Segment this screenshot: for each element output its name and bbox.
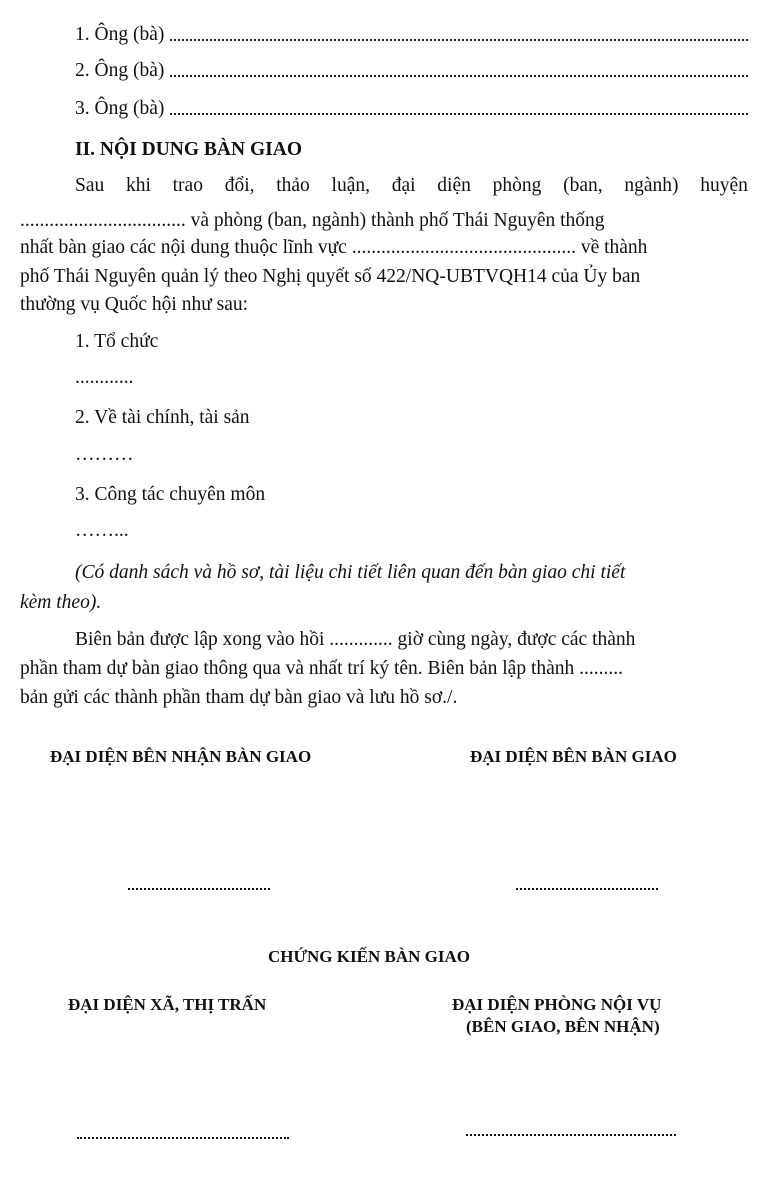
dotted-fill-line (170, 112, 748, 115)
intro-word: luận, (331, 175, 370, 196)
intro-word: Sau (75, 175, 105, 196)
intro-word: đại (391, 175, 416, 196)
closing-line-1: Biên bản được lập xong vào hồi ............. giờ cùng ngày, được các thành (75, 629, 636, 650)
home-affairs-signature-title: ĐẠI DIỆN PHÒNG NỘI VỤ (452, 995, 662, 1014)
closing-line-2: phần tham dự bàn giao thông qua và nhất trí ký tên. Biên bản lập thành ......... (20, 658, 624, 679)
participant-row-1 (75, 24, 748, 46)
note-line-2: kèm theo). (20, 592, 102, 613)
giver-signature-line (516, 888, 658, 890)
participant-row-2 (75, 60, 748, 82)
dotted-fill-line (170, 38, 748, 41)
intro-word: (ban, (563, 175, 603, 196)
section-heading: II. NỘI DUNG BÀN GIAO (75, 139, 302, 160)
intro-word: khi (125, 175, 151, 196)
participant-label: 1. Ông (bà) (75, 24, 165, 45)
commune-signature-title: ĐẠI DIỆN XÃ, THỊ TRẤN (68, 995, 267, 1014)
intro-word: diện (437, 175, 471, 196)
intro-word: trao (172, 175, 203, 196)
intro-word: phòng (492, 175, 542, 196)
intro-line-3: nhất bàn giao các nội dung thuộc lĩnh vực .............................................. về thành (20, 237, 648, 258)
intro-word: đổi, (224, 175, 255, 196)
commune-signature-line (77, 1137, 289, 1139)
item-3-placeholder: ……... (75, 520, 129, 541)
closing-line-3: bản gửi các thành phần tham dự bàn giao và lưu hồ sơ./. (20, 687, 458, 708)
witness-heading: CHỨNG KIẾN BÀN GIAO (268, 947, 470, 966)
receiver-signature-line (128, 888, 270, 890)
note-line-1: (Có danh sách và hồ sơ, tài liệu chi tiết liên quan đến bàn giao chi tiết (75, 562, 626, 583)
participant-label: 2. Ông (bà) (75, 60, 165, 81)
item-3-title: 3. Công tác chuyên môn (75, 484, 266, 505)
intro-word: thảo (276, 175, 310, 196)
home-affairs-signature-subtitle: (BÊN GIAO, BÊN NHẬN) (466, 1017, 660, 1036)
intro-word: huyện (700, 175, 748, 196)
intro-word: ngành) (624, 175, 679, 196)
giver-signature-title: ĐẠI DIỆN BÊN BÀN GIAO (470, 747, 677, 766)
item-2-placeholder: ……… (75, 444, 134, 465)
dotted-fill-line (170, 74, 748, 77)
intro-line-4: phố Thái Nguyên quản lý theo Nghị quyết số 422/NQ-UBTVQH14 của Ủy ban (20, 266, 641, 287)
receiver-signature-title: ĐẠI DIỆN BÊN NHẬN BÀN GIAO (50, 747, 312, 766)
home-affairs-signature-line (466, 1134, 676, 1136)
item-1-title: 1. Tổ chức (75, 331, 159, 352)
participant-row-3 (75, 98, 748, 120)
intro-line-1 (75, 176, 748, 196)
item-2-title: 2. Về tài chính, tài sản (75, 407, 250, 428)
item-1-placeholder: ............ (75, 367, 134, 388)
intro-line-2: .................................. và phòng (ban, ngành) thành phố Thái Nguyên thống (20, 210, 605, 231)
intro-line-5: thường vụ Quốc hội như sau: (20, 294, 249, 315)
participant-label: 3. Ông (bà) (75, 98, 165, 119)
